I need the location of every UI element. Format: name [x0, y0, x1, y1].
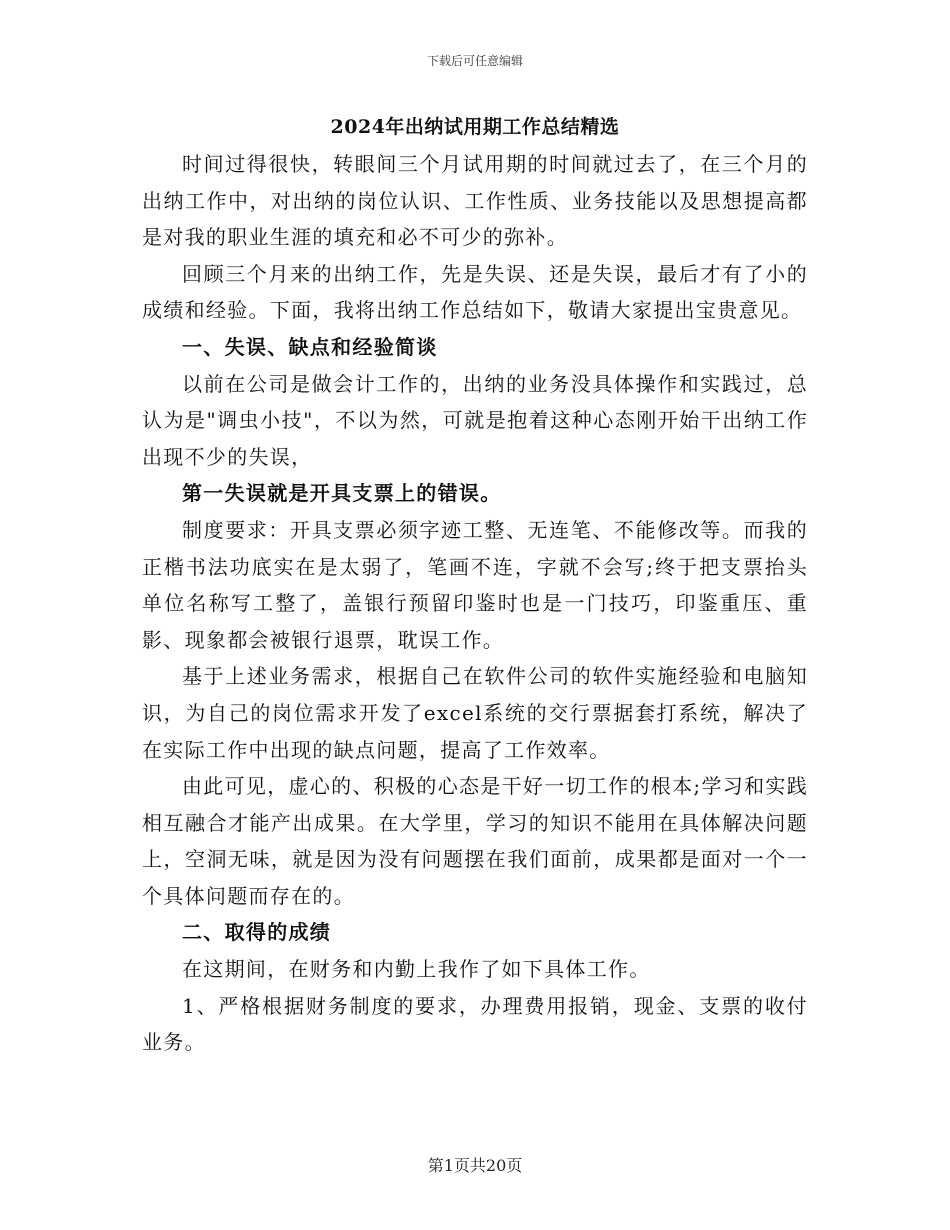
- section-heading: 一、失误、缺点和经验简谈: [182, 334, 438, 359]
- page-number: 第1页共20页: [427, 1156, 523, 1175]
- document-title: 2024年出纳试用期工作总结精选: [330, 116, 620, 138]
- section-heading: 二、取得的成绩: [182, 920, 332, 945]
- paragraph: 1、严格根据财务制度的要求，办理费用报销，现金、支票的收付业务。: [142, 993, 808, 1055]
- paragraph: 制度要求：开具支票必须字迹工整、无连笔、不能修改等。而我的正楷书法功底实在是太弱了，笔画不连，字就不会写;终于把支票抬头单位名称写工整了，盖银行预留印鉴时也是一门技巧，印鉴重压、重影、现象都会被银行退票，耽误工作。: [142, 517, 808, 652]
- page-header-note: 下载后可任意编辑: [426, 54, 523, 68]
- paragraph: 回顾三个月来的出纳工作，先是失误、还是失误，最后才有了小的成绩和经验。下面，我将出纳工作总结如下，敬请大家提出宝贵意见。: [142, 261, 808, 323]
- paragraph: 由此可见，虚心的、积极的心态是干好一切工作的根本;学习和实践相互融合才能产出成果。在大学里，学习的知识不能用在具体解决问题上，空洞无味，就是因为没有问题摆在我们面前，成果都是面对一个一个具体问题而存在的。: [142, 774, 808, 908]
- paragraph: 时间过得很快，转眼间三个月试用期的时间就过去了，在三个月的出纳工作中，对出纳的岗位认识、工作性质、业务技能以及思想提高都是对我的职业生涯的填充和必不可少的弥补。: [142, 152, 808, 250]
- paragraph: 以前在公司是做会计工作的，出纳的业务没具体操作和实践过，总认为是"调虫小技"，不以为然，可就是抱着这种心态刚开始干出纳工作出现不少的失误，: [142, 371, 808, 469]
- document-body: [142, 112, 808, 1061]
- paragraph: 在这期间，在财务和内勤上我作了如下具体工作。: [182, 957, 651, 982]
- subsection-heading: 第一失误就是开具支票上的错误。: [182, 481, 502, 506]
- paragraph: 基于上述业务需求，根据自己在软件公司的软件实施经验和电脑知识，为自己的岗位需求开发了excel系统的交行票据套打系统，解决了在实际工作中出现的缺点问题，提高了工作效率。: [142, 664, 808, 762]
